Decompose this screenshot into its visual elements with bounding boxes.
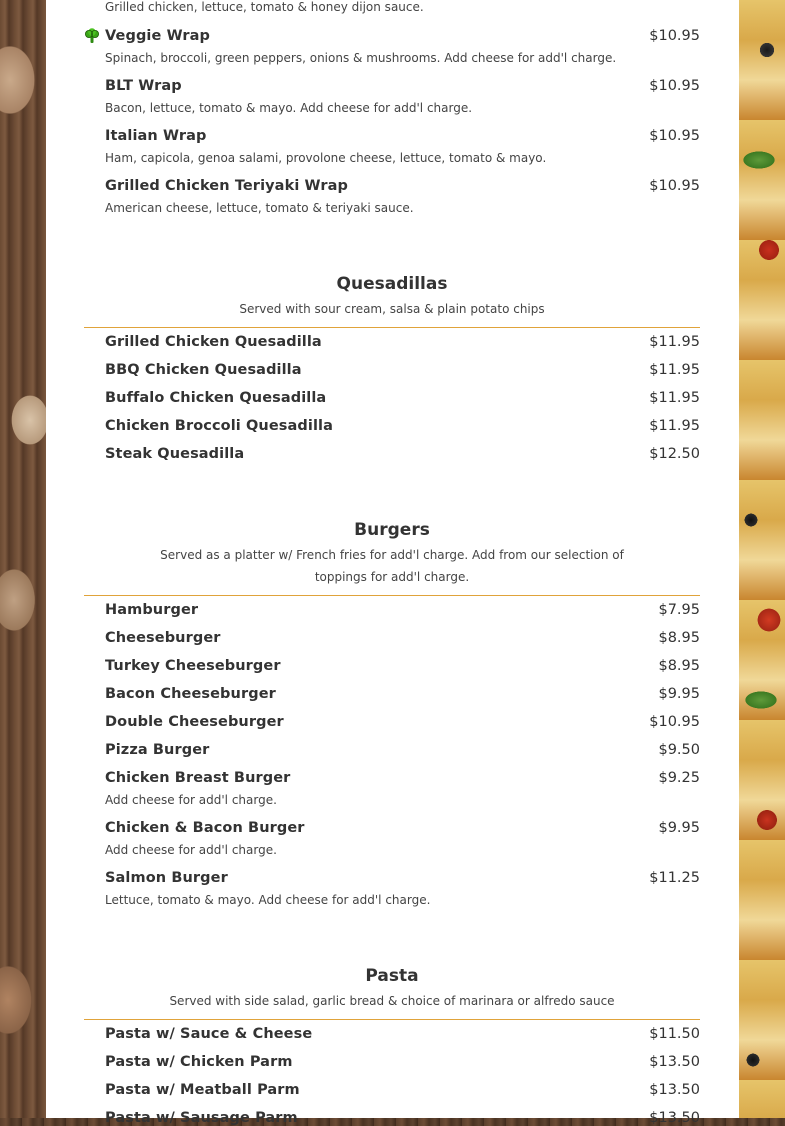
item-price: $10.95	[649, 128, 700, 144]
section-divider	[84, 595, 700, 596]
item-price: $11.95	[649, 390, 700, 406]
menu-page	[46, 0, 739, 1126]
item-price: $13.50	[649, 1082, 700, 1098]
item-name: Chicken Broccoli Quesadilla	[105, 418, 333, 434]
item-price: $10.95	[649, 78, 700, 94]
item-price: $10.95	[649, 28, 700, 44]
item-price: $11.95	[649, 362, 700, 378]
item-name: Pizza Burger	[105, 742, 210, 758]
item-price: $9.50	[658, 742, 700, 758]
item-price: $10.95	[649, 178, 700, 194]
item-name: Pasta w/ Chicken Parm	[105, 1054, 293, 1070]
background-wood-left	[0, 0, 46, 1118]
item-description: Add cheese for add'l charge.	[105, 843, 277, 857]
item-name: Turkey Cheeseburger	[105, 658, 281, 674]
item-price: $8.95	[658, 630, 700, 646]
section-title-quesadillas: Quesadillas	[336, 274, 448, 294]
section-title-burgers: Burgers	[354, 520, 430, 540]
item-name: Bacon Cheeseburger	[105, 686, 276, 702]
item-name: Chicken & Bacon Burger	[105, 820, 305, 836]
section-divider	[84, 327, 700, 328]
item-description: Bacon, lettuce, tomato & mayo. Add cheese for add'l charge.	[105, 101, 473, 115]
section-subtitle-quesadillas: Served with sour cream, salsa & plain potato chips	[239, 302, 545, 316]
item-name: Italian Wrap	[105, 128, 207, 144]
item-price: $9.25	[658, 770, 700, 786]
section-subtitle-pasta: Served with side salad, garlic bread & choice of marinara or alfredo sauce	[169, 994, 615, 1008]
item-name: Chicken Breast Burger	[105, 770, 291, 786]
section-title-pasta: Pasta	[365, 966, 419, 986]
item-name: BLT Wrap	[105, 78, 182, 94]
item-description: Add cheese for add'l charge.	[105, 793, 277, 807]
item-name: Salmon Burger	[105, 870, 228, 886]
item-name: Steak Quesadilla	[105, 446, 245, 462]
item-description: Grilled chicken, lettuce, tomato & honey dijon sauce.	[105, 0, 424, 14]
item-price: $13.50	[649, 1110, 700, 1126]
item-price: $9.95	[658, 686, 700, 702]
broccoli-icon	[84, 28, 100, 44]
item-name: Cheeseburger	[105, 630, 221, 646]
item-name: BBQ Chicken Quesadilla	[105, 362, 302, 378]
item-price: $13.50	[649, 1054, 700, 1070]
item-description: American cheese, lettuce, tomato & teriyaki sauce.	[105, 201, 414, 215]
item-price: $11.95	[649, 334, 700, 350]
item-name: Pasta w/ Sauce & Cheese	[105, 1026, 313, 1042]
item-name: Grilled Chicken Teriyaki Wrap	[105, 178, 348, 194]
item-name: Pasta w/ Sausage Parm	[105, 1110, 298, 1126]
item-name: Pasta w/ Meatball Parm	[105, 1082, 300, 1098]
item-name: Veggie Wrap	[105, 28, 211, 44]
item-price: $8.95	[658, 658, 700, 674]
section-subtitle-burgers-line1: Served as a platter w/ French fries for add'l charge. Add from our selection of	[160, 548, 624, 562]
item-price: $12.50	[649, 446, 700, 462]
background-pizza-right	[739, 0, 785, 1118]
item-price: $9.95	[658, 820, 700, 836]
item-name: Grilled Chicken Quesadilla	[105, 334, 322, 350]
item-description: Spinach, broccoli, green peppers, onions & mushrooms. Add cheese for add'l charge.	[105, 51, 617, 65]
item-name: Double Cheeseburger	[105, 714, 284, 730]
item-price: $11.25	[649, 870, 700, 886]
item-description: Ham, capicola, genoa salami, provolone cheese, lettuce, tomato & mayo.	[105, 151, 547, 165]
item-price: $7.95	[658, 602, 700, 618]
item-price: $10.95	[649, 714, 700, 730]
section-divider	[84, 1019, 700, 1020]
item-price: $11.50	[649, 1026, 700, 1042]
item-description: Lettuce, tomato & mayo. Add cheese for add'l charge.	[105, 893, 431, 907]
item-price: $11.95	[649, 418, 700, 434]
section-subtitle-burgers-line2: toppings for add'l charge.	[314, 570, 470, 584]
item-name: Buffalo Chicken Quesadilla	[105, 390, 327, 406]
item-name: Hamburger	[105, 602, 199, 618]
